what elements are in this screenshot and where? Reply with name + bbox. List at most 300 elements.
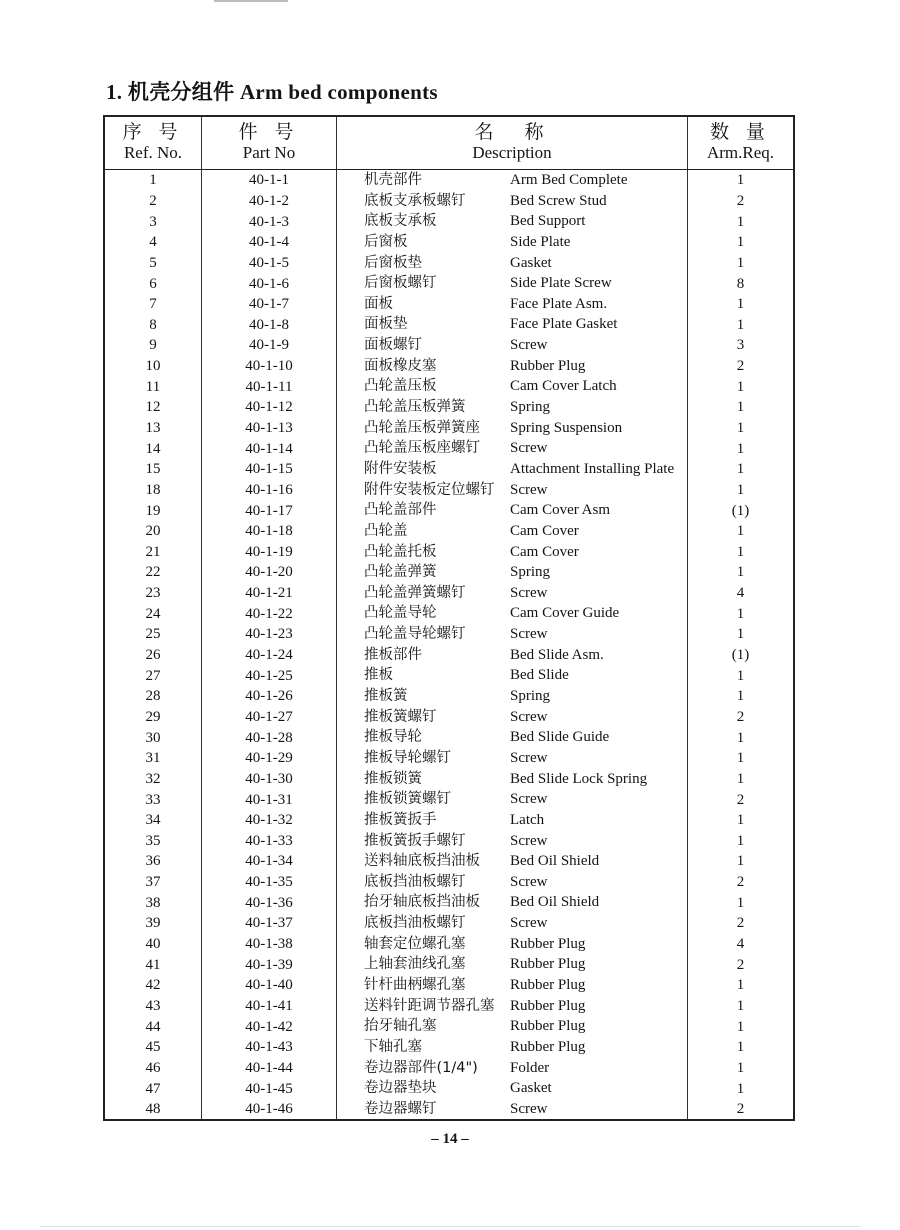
description-zh: 推板: [364, 667, 393, 684]
table-row: [104, 232, 794, 253]
description-cell: [337, 1078, 688, 1099]
description-zh: 卷边器垫块: [364, 1080, 437, 1097]
description-zh: 凸轮盖: [364, 522, 408, 539]
quantity-cell: 1: [688, 1037, 795, 1058]
quantity-cell: 1: [688, 314, 795, 335]
ref-no-cell: 44: [104, 1016, 202, 1037]
header-ref-no: [104, 116, 202, 170]
description-zh: 后窗板: [364, 233, 408, 250]
ref-no-cell: 19: [104, 500, 202, 521]
description-cell: [337, 748, 688, 769]
description-zh: 推板导轮螺钉: [364, 749, 451, 766]
ref-no-cell: 36: [104, 851, 202, 872]
description-cell: [337, 211, 688, 232]
ref-no-cell: 3: [104, 211, 202, 232]
description-en: Bed Slide: [510, 667, 569, 684]
table-row: [104, 810, 794, 831]
description-cell: [337, 665, 688, 686]
quantity-cell: 1: [688, 376, 795, 397]
description-cell: [337, 418, 688, 439]
part-no-cell: 40-1-23: [202, 624, 337, 645]
ref-no-cell: 23: [104, 583, 202, 604]
table-row: [104, 789, 794, 810]
description-cell: [337, 810, 688, 831]
part-no-cell: 40-1-3: [202, 211, 337, 232]
ref-no-cell: 8: [104, 314, 202, 335]
table-row: [104, 335, 794, 356]
table-row: [104, 273, 794, 294]
description-en: Bed Oil Shield: [510, 853, 600, 870]
description-cell: [337, 191, 688, 212]
part-no-cell: 40-1-19: [202, 542, 337, 563]
part-no-cell: 40-1-13: [202, 418, 337, 439]
description-en: Rubber Plug: [510, 976, 586, 993]
quantity-cell: 1: [688, 438, 795, 459]
description-zh: 凸轮盖压板座螺钉: [364, 440, 480, 457]
description-zh: 送料轴底板挡油板: [364, 853, 480, 870]
quantity-cell: 1: [688, 1078, 795, 1099]
description-en: Rubber Plug: [510, 956, 586, 973]
parts-table-body: [104, 170, 794, 1121]
description-cell: [337, 294, 688, 315]
part-no-cell: 40-1-18: [202, 521, 337, 542]
description-zh: 推板簧: [364, 688, 408, 705]
part-no-cell: 40-1-7: [202, 294, 337, 315]
quantity-cell: 1: [688, 232, 795, 253]
part-no-cell: 40-1-12: [202, 397, 337, 418]
description-cell: [337, 459, 688, 480]
ref-no-cell: 7: [104, 294, 202, 315]
description-cell: [337, 480, 688, 501]
description-cell: [337, 253, 688, 274]
table-row: [104, 769, 794, 790]
description-zh: 面板: [364, 295, 393, 312]
table-row: [104, 748, 794, 769]
header-part-en: Part No: [242, 143, 296, 162]
description-cell: [337, 438, 688, 459]
quantity-cell: 1: [688, 480, 795, 501]
description-zh: 面板橡皮塞: [364, 357, 437, 374]
header-part-zh: 件 号: [238, 122, 300, 143]
ref-no-cell: 48: [104, 1099, 202, 1121]
description-cell: [337, 913, 688, 934]
quantity-cell: 3: [688, 335, 795, 356]
table-row: [104, 872, 794, 893]
quantity-cell: 2: [688, 191, 795, 212]
quantity-cell: (1): [688, 500, 795, 521]
table-row: [104, 1037, 794, 1058]
table-row: [104, 314, 794, 335]
description-zh: 卷边器部件(1/4"): [364, 1059, 478, 1076]
description-zh: 凸轮盖压板弹簧: [364, 399, 466, 416]
description-zh: 抬牙轴孔塞: [364, 1018, 437, 1035]
table-row: [104, 583, 794, 604]
part-no-cell: 40-1-37: [202, 913, 337, 934]
header-description: [337, 116, 688, 170]
table-row: [104, 707, 794, 728]
description-cell: [337, 1058, 688, 1079]
ref-no-cell: 27: [104, 665, 202, 686]
table-row: [104, 562, 794, 583]
table-row: [104, 376, 794, 397]
table-row: [104, 356, 794, 377]
description-en: Side Plate Screw: [510, 275, 612, 292]
description-en: Arm Bed Complete: [510, 172, 628, 188]
table-row: [104, 892, 794, 913]
part-no-cell: 40-1-16: [202, 480, 337, 501]
description-zh: 凸轮盖托板: [364, 543, 437, 560]
ref-no-cell: 13: [104, 418, 202, 439]
description-zh: 底板支承板螺钉: [364, 192, 466, 209]
part-no-cell: 40-1-46: [202, 1099, 337, 1121]
description-en: Screw: [510, 873, 548, 890]
ref-no-cell: 29: [104, 707, 202, 728]
quantity-cell: 1: [688, 624, 795, 645]
ref-no-cell: 18: [104, 480, 202, 501]
table-row: [104, 1078, 794, 1099]
part-no-cell: 40-1-5: [202, 253, 337, 274]
quantity-cell: 1: [688, 459, 795, 480]
table-row: [104, 934, 794, 955]
description-cell: [337, 727, 688, 748]
description-zh: 后窗板螺钉: [364, 275, 437, 292]
table-row: [104, 1016, 794, 1037]
ref-no-cell: 40: [104, 934, 202, 955]
part-no-cell: 40-1-32: [202, 810, 337, 831]
header-qty-en: Arm.Req.: [706, 143, 775, 162]
part-no-cell: 40-1-26: [202, 686, 337, 707]
part-no-cell: 40-1-41: [202, 996, 337, 1017]
description-zh: 推板簧扳手: [364, 811, 437, 828]
description-cell: [337, 707, 688, 728]
description-en: Bed Slide Asm.: [510, 646, 604, 663]
quantity-cell: 1: [688, 542, 795, 563]
quantity-cell: 4: [688, 934, 795, 955]
description-en: Screw: [510, 708, 548, 725]
ref-no-cell: 45: [104, 1037, 202, 1058]
table-row: [104, 480, 794, 501]
part-no-cell: 40-1-42: [202, 1016, 337, 1037]
part-no-cell: 40-1-31: [202, 789, 337, 810]
quantity-cell: 1: [688, 831, 795, 852]
description-zh: 下轴孔塞: [364, 1038, 422, 1055]
description-en: Face Plate Gasket: [510, 316, 618, 333]
part-no-cell: 40-1-28: [202, 727, 337, 748]
part-no-cell: 40-1-11: [202, 376, 337, 397]
part-no-cell: 40-1-9: [202, 335, 337, 356]
description-en: Rubber Plug: [510, 357, 586, 374]
ref-no-cell: 14: [104, 438, 202, 459]
ref-no-cell: 24: [104, 603, 202, 624]
description-zh: 送料针距调节器孔塞: [364, 997, 495, 1014]
header-desc-en: Description: [472, 143, 552, 162]
part-no-cell: 40-1-2: [202, 191, 337, 212]
ref-no-cell: 1: [104, 170, 202, 191]
description-en: Screw: [510, 481, 548, 498]
quantity-cell: 1: [688, 562, 795, 583]
ref-no-cell: 12: [104, 397, 202, 418]
part-no-cell: 40-1-33: [202, 831, 337, 852]
part-no-cell: 40-1-36: [202, 892, 337, 913]
scan-mark: [214, 0, 288, 2]
ref-no-cell: 38: [104, 892, 202, 913]
quantity-cell: 1: [688, 418, 795, 439]
description-zh: 凸轮盖压板: [364, 378, 437, 395]
ref-no-cell: 32: [104, 769, 202, 790]
description-zh: 机壳部件: [364, 172, 422, 188]
part-no-cell: 40-1-4: [202, 232, 337, 253]
description-cell: [337, 376, 688, 397]
description-cell: [337, 603, 688, 624]
ref-no-cell: 37: [104, 872, 202, 893]
description-zh: 卷边器螺钉: [364, 1100, 437, 1117]
description-en: Screw: [510, 791, 548, 808]
description-cell: [337, 521, 688, 542]
quantity-cell: 1: [688, 892, 795, 913]
ref-no-cell: 42: [104, 975, 202, 996]
description-cell: [337, 500, 688, 521]
part-no-cell: 40-1-8: [202, 314, 337, 335]
description-cell: [337, 356, 688, 377]
part-no-cell: 40-1-34: [202, 851, 337, 872]
table-row: [104, 170, 794, 191]
ref-no-cell: 35: [104, 831, 202, 852]
description-en: Cam Cover: [510, 522, 579, 539]
table-row: [104, 913, 794, 934]
description-zh: 针杆曲柄螺孔塞: [364, 976, 466, 993]
description-cell: [337, 170, 688, 191]
description-zh: 推板导轮: [364, 729, 422, 746]
table-row: [104, 624, 794, 645]
table-header-row: [104, 116, 794, 170]
page-number: – 14 –: [431, 1131, 469, 1147]
description-cell: [337, 1016, 688, 1037]
quantity-cell: 2: [688, 789, 795, 810]
header-qty-zh: 数 量: [710, 122, 771, 143]
header-desc-zh: 名 称: [474, 122, 550, 143]
ref-no-cell: 5: [104, 253, 202, 274]
part-no-cell: 40-1-39: [202, 954, 337, 975]
table-row: [104, 542, 794, 563]
description-en: Cam Cover Latch: [510, 378, 617, 395]
description-en: Screw: [510, 832, 548, 849]
table-row: [104, 1099, 794, 1121]
description-en: Cam Cover Guide: [510, 605, 620, 622]
description-en: Cam Cover Asm: [510, 502, 610, 519]
description-cell: [337, 872, 688, 893]
ref-no-cell: 22: [104, 562, 202, 583]
part-no-cell: 40-1-10: [202, 356, 337, 377]
ref-no-cell: 21: [104, 542, 202, 563]
description-zh: 上轴套油线孔塞: [364, 956, 466, 973]
quantity-cell: 1: [688, 996, 795, 1017]
ref-no-cell: 34: [104, 810, 202, 831]
ref-no-cell: 2: [104, 191, 202, 212]
description-cell: [337, 851, 688, 872]
part-no-cell: 40-1-35: [202, 872, 337, 893]
quantity-cell: 1: [688, 748, 795, 769]
description-zh: 底板支承板: [364, 213, 437, 230]
part-no-cell: 40-1-44: [202, 1058, 337, 1079]
description-zh: 凸轮盖压板弹簧座: [364, 419, 480, 436]
quantity-cell: 2: [688, 872, 795, 893]
description-en: Face Plate Asm.: [510, 295, 608, 312]
description-en: Bed Oil Shield: [510, 894, 600, 911]
description-zh: 面板螺钉: [364, 337, 422, 354]
part-no-cell: 40-1-40: [202, 975, 337, 996]
header-quantity: [688, 116, 795, 170]
description-en: Screw: [510, 1100, 548, 1117]
table-row: [104, 645, 794, 666]
quantity-cell: 2: [688, 1099, 795, 1121]
ref-no-cell: 20: [104, 521, 202, 542]
part-no-cell: 40-1-6: [202, 273, 337, 294]
table-row: [104, 686, 794, 707]
description-zh: 面板垫: [364, 316, 408, 333]
table-row: [104, 191, 794, 212]
description-en: Bed Slide Guide: [510, 729, 610, 746]
quantity-cell: 1: [688, 253, 795, 274]
description-cell: [337, 686, 688, 707]
ref-no-cell: 4: [104, 232, 202, 253]
description-en: Rubber Plug: [510, 935, 586, 952]
table-row: [104, 438, 794, 459]
description-zh: 推板锁簧: [364, 770, 422, 787]
table-row: [104, 851, 794, 872]
description-zh: 凸轮盖弹簧螺钉: [364, 584, 466, 601]
part-no-cell: 40-1-24: [202, 645, 337, 666]
description-en: Cam Cover: [510, 543, 579, 560]
quantity-cell: 1: [688, 170, 795, 191]
description-zh: 凸轮盖导轮螺钉: [364, 626, 466, 643]
table-row: [104, 253, 794, 274]
description-en: Rubber Plug: [510, 997, 586, 1014]
part-no-cell: 40-1-27: [202, 707, 337, 728]
table-row: [104, 954, 794, 975]
description-zh: 抬牙轴底板挡油板: [364, 894, 480, 911]
quantity-cell: 8: [688, 273, 795, 294]
ref-no-cell: 25: [104, 624, 202, 645]
description-en: Rubber Plug: [510, 1038, 586, 1055]
part-no-cell: 40-1-21: [202, 583, 337, 604]
ref-no-cell: 30: [104, 727, 202, 748]
description-cell: [337, 831, 688, 852]
table-row: [104, 727, 794, 748]
description-cell: [337, 769, 688, 790]
quantity-cell: 2: [688, 954, 795, 975]
quantity-cell: 1: [688, 521, 795, 542]
header-ref-zh: 序 号: [122, 122, 184, 143]
ref-no-cell: 10: [104, 356, 202, 377]
ref-no-cell: 47: [104, 1078, 202, 1099]
part-no-cell: 40-1-14: [202, 438, 337, 459]
ref-no-cell: 31: [104, 748, 202, 769]
part-no-cell: 40-1-15: [202, 459, 337, 480]
header-part-no: [202, 116, 337, 170]
part-no-cell: 40-1-1: [202, 170, 337, 191]
description-en: Screw: [510, 584, 548, 601]
description-cell: [337, 397, 688, 418]
description-cell: [337, 624, 688, 645]
table-row: [104, 603, 794, 624]
description-cell: [337, 645, 688, 666]
description-en: Screw: [510, 915, 548, 932]
description-cell: [337, 583, 688, 604]
description-zh: 附件安装板定位螺钉: [364, 481, 495, 498]
quantity-cell: 1: [688, 665, 795, 686]
description-zh: 底板挡油板螺钉: [364, 915, 466, 932]
description-cell: [337, 789, 688, 810]
ref-no-cell: 11: [104, 376, 202, 397]
quantity-cell: 1: [688, 851, 795, 872]
part-no-cell: 40-1-43: [202, 1037, 337, 1058]
quantity-cell: (1): [688, 645, 795, 666]
description-cell: [337, 1037, 688, 1058]
description-cell: [337, 975, 688, 996]
description-en: Bed Screw Stud: [510, 192, 607, 209]
description-zh: 凸轮盖导轮: [364, 605, 437, 622]
description-en: Bed Slide Lock Spring: [510, 770, 648, 787]
description-en: Folder: [510, 1059, 550, 1076]
table-row: [104, 397, 794, 418]
part-no-cell: 40-1-30: [202, 769, 337, 790]
ref-no-cell: 41: [104, 954, 202, 975]
table-row: [104, 975, 794, 996]
quantity-cell: 2: [688, 913, 795, 934]
description-cell: [337, 335, 688, 356]
description-cell: [337, 934, 688, 955]
scan-edge: [40, 1226, 860, 1227]
parts-table: [103, 115, 795, 1121]
ref-no-cell: 46: [104, 1058, 202, 1079]
ref-no-cell: 15: [104, 459, 202, 480]
description-en: Screw: [510, 440, 548, 457]
part-no-cell: 40-1-22: [202, 603, 337, 624]
part-no-cell: 40-1-38: [202, 934, 337, 955]
table-row: [104, 459, 794, 480]
part-no-cell: 40-1-29: [202, 748, 337, 769]
description-zh: 推板簧螺钉: [364, 708, 437, 725]
quantity-cell: 1: [688, 810, 795, 831]
quantity-cell: 1: [688, 211, 795, 232]
table-row: [104, 665, 794, 686]
description-en: Bed Support: [510, 213, 586, 230]
description-cell: [337, 232, 688, 253]
description-zh: 底板挡油板螺钉: [364, 873, 466, 890]
quantity-cell: 2: [688, 356, 795, 377]
ref-no-cell: 6: [104, 273, 202, 294]
description-zh: 推板锁簧螺钉: [364, 791, 451, 808]
description-zh: 附件安装板: [364, 460, 437, 477]
ref-no-cell: 33: [104, 789, 202, 810]
quantity-cell: 1: [688, 727, 795, 748]
description-en: Gasket: [510, 1080, 552, 1097]
description-zh: 推板部件: [364, 646, 422, 663]
description-zh: 凸轮盖弹簧: [364, 564, 437, 581]
quantity-cell: 1: [688, 769, 795, 790]
part-no-cell: 40-1-25: [202, 665, 337, 686]
description-cell: [337, 562, 688, 583]
quantity-cell: 1: [688, 397, 795, 418]
quantity-cell: 1: [688, 975, 795, 996]
description-cell: [337, 954, 688, 975]
ref-no-cell: 39: [104, 913, 202, 934]
description-en: Latch: [510, 811, 545, 828]
description-zh: 轴套定位螺孔塞: [364, 935, 466, 952]
table-row: [104, 211, 794, 232]
description-en: Screw: [510, 749, 548, 766]
description-cell: [337, 1099, 688, 1121]
